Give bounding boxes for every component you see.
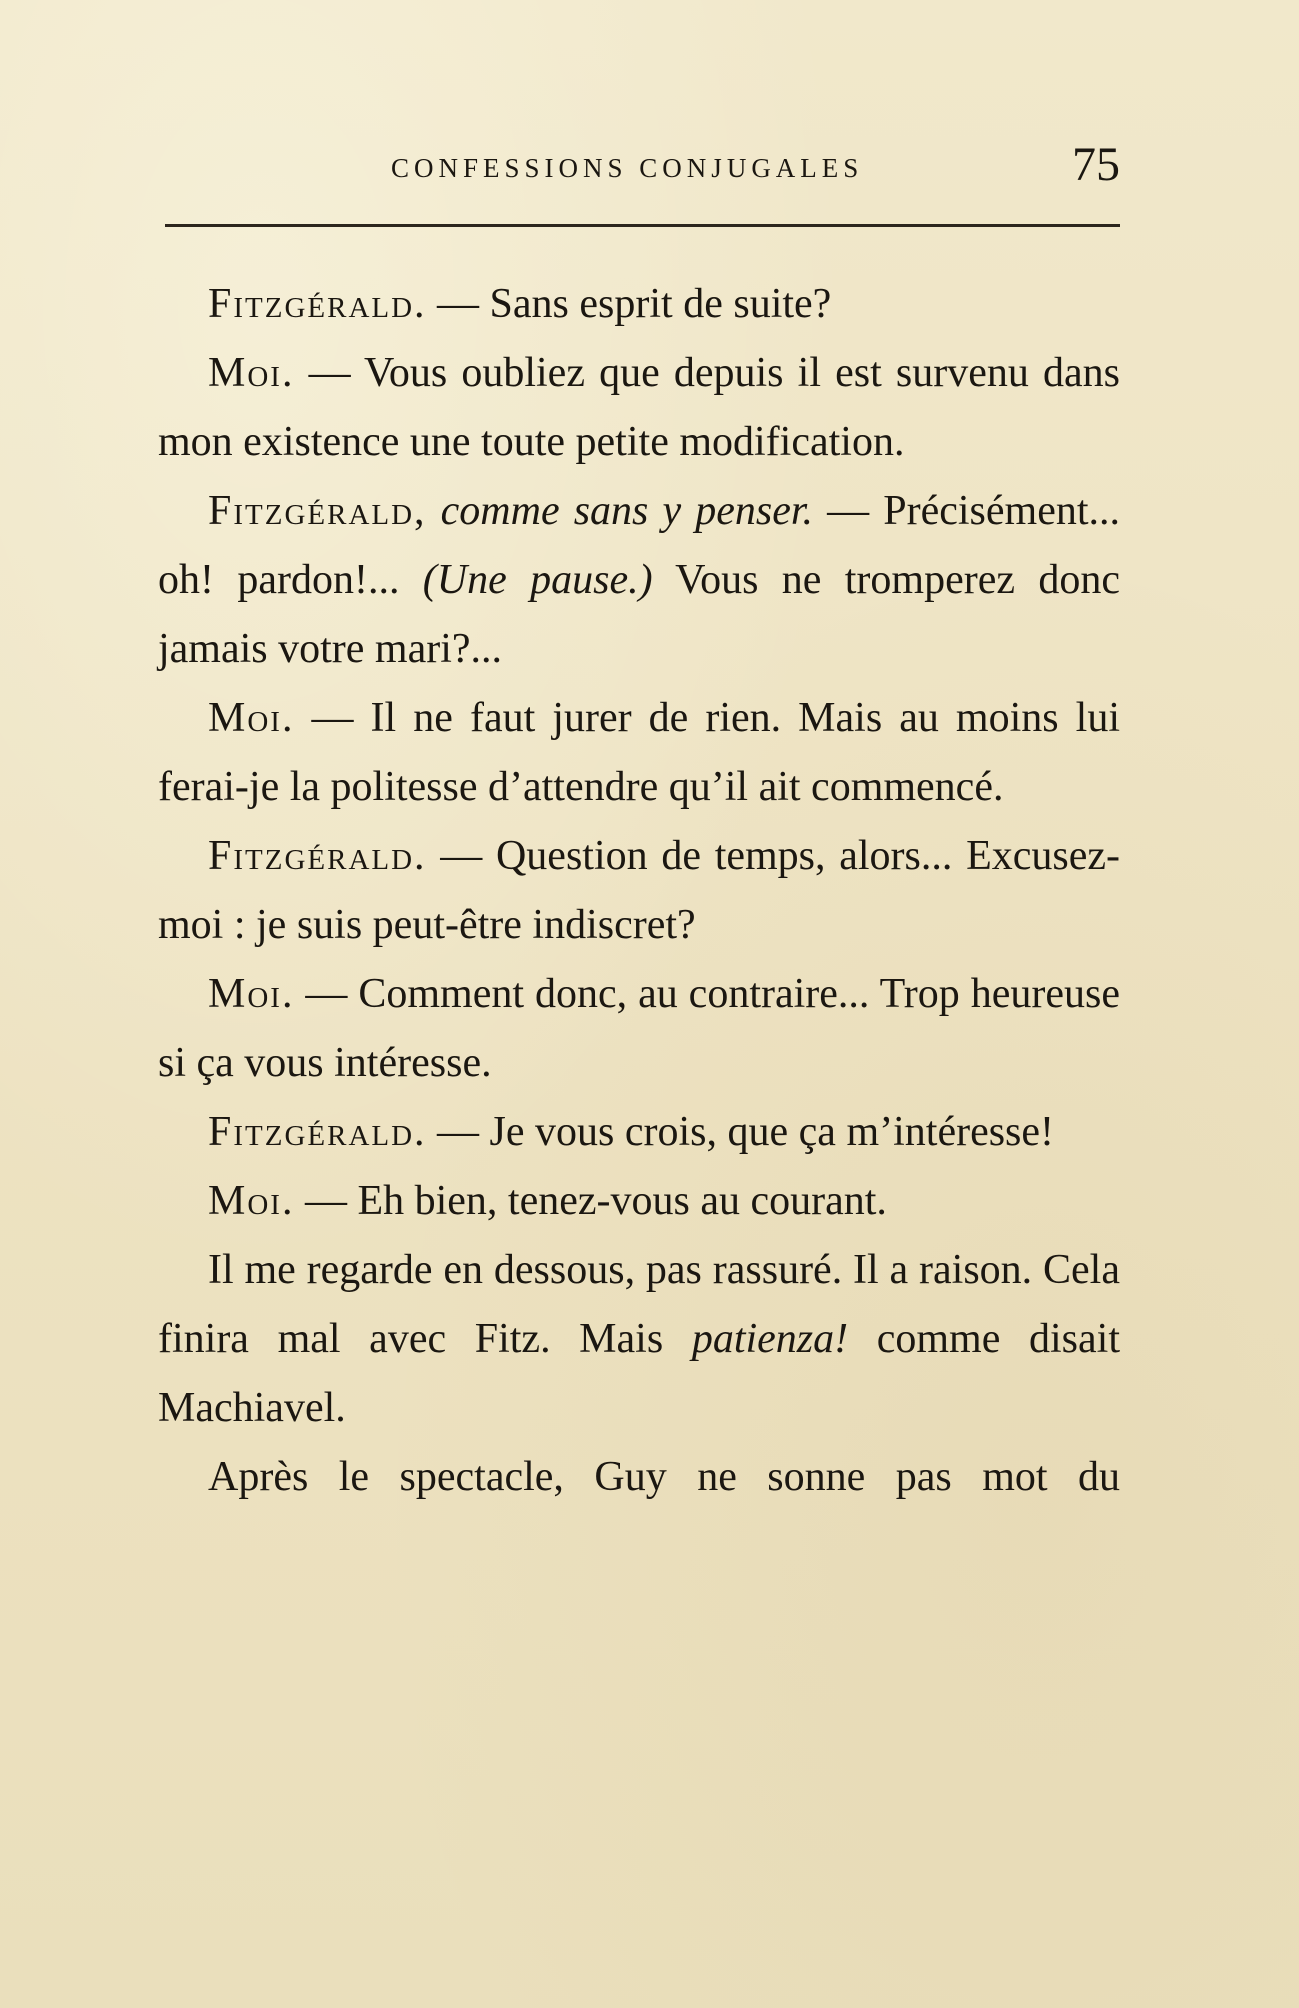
- page-number: 75: [1072, 138, 1120, 191]
- stage-direction: comme sans y penser.: [426, 488, 814, 534]
- dialogue-text: — Il ne faut jurer de rien. Mais au moins lui ferai-je la politesse d’attendre qu’il ait commencé.: [158, 695, 1120, 810]
- narrative-text: comme disait Machiavel.: [158, 1316, 1120, 1431]
- speaker-name: Fitzgérald.: [208, 833, 427, 879]
- narrative-text: Après le spectacle, Guy ne sonne pas mot du: [208, 1454, 1120, 1500]
- emphasized-text: patienza!: [691, 1316, 849, 1362]
- speaker-name: Moi.: [208, 1178, 295, 1224]
- speaker-name: Fitzgérald,: [208, 488, 427, 534]
- narrative-paragraph: [158, 1236, 1120, 1443]
- speaker-name: Moi.: [208, 350, 295, 396]
- dialogue-text: — Vous oubliez que depuis il est survenu dans mon existence une toute petite modification.: [158, 350, 1120, 465]
- speaker-name: Moi.: [208, 971, 295, 1017]
- speaker-name: Fitzgérald.: [208, 1109, 427, 1155]
- dialogue-paragraph: [158, 339, 1120, 477]
- running-title: CONFESSIONS CONJUGALES: [391, 153, 864, 183]
- dialogue-text: — Sans esprit de suite?: [426, 281, 832, 327]
- dialogue-paragraph: [158, 1098, 1120, 1167]
- dialogue-paragraph: [158, 960, 1120, 1098]
- text-body: [158, 270, 1120, 1512]
- dialogue-text: — Eh bien, tenez-vous au courant.: [294, 1178, 887, 1224]
- dialogue-text: — Précisément... oh! pardon!...: [158, 488, 1121, 603]
- dialogue-paragraph: [158, 1167, 1120, 1236]
- dialogue-paragraph: [158, 822, 1120, 960]
- dialogue-paragraph: [158, 477, 1120, 684]
- dialogue-text: — Comment donc, au contraire... Trop heureuse si ça vous intéresse.: [158, 971, 1120, 1086]
- speaker-name: Fitzgérald.: [208, 281, 427, 327]
- header-rule: [165, 224, 1120, 227]
- dialogue-paragraph: [158, 684, 1120, 822]
- stage-direction: (Une pause.): [422, 557, 653, 603]
- dialogue-text: — Je vous crois, que ça m’intéresse!: [426, 1109, 1055, 1155]
- narrative-text: Il me regarde en dessous, pas rassuré. Il a raison. Cela finira mal avec Fitz. Mais: [158, 1247, 1120, 1362]
- dialogue-text: — Question de temps, alors... Excusez-moi : je suis peut-être indiscret?: [158, 833, 1120, 948]
- speaker-name: Moi.: [208, 695, 295, 741]
- narrative-paragraph: [158, 1443, 1120, 1512]
- dialogue-text: Vous ne tromperez donc jamais votre mari?...: [158, 557, 1120, 672]
- dialogue-paragraph: [158, 270, 1120, 339]
- page-header: [165, 135, 1120, 225]
